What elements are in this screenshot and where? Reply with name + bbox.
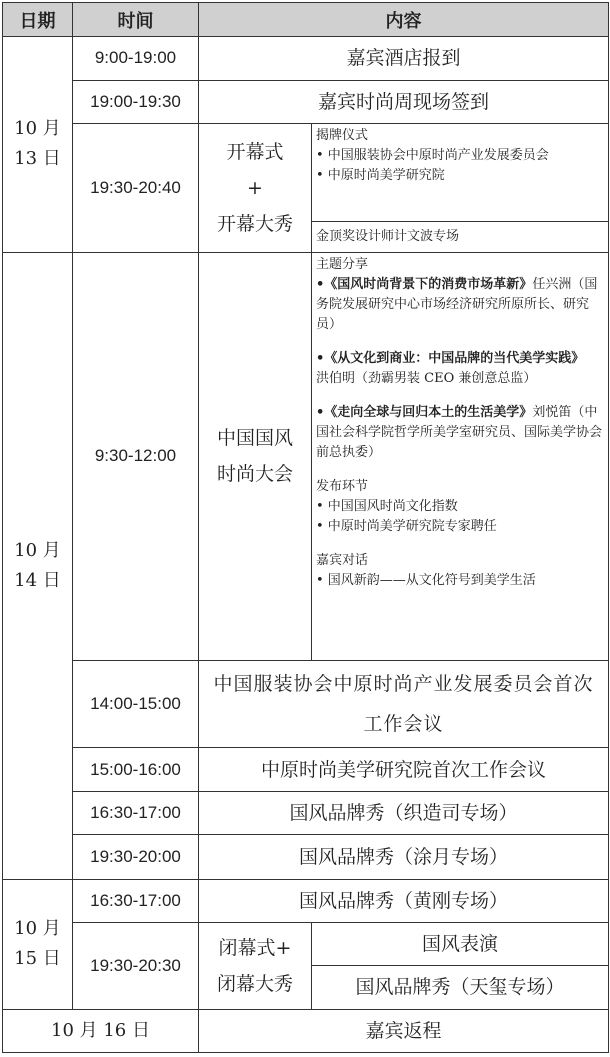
table-row [3,923,609,966]
header-date: 日期 [3,3,73,37]
closing-label-line: 闭幕大秀 [216,972,293,995]
date-cell [3,37,73,252]
date-day: 14 日 [14,569,61,591]
date-cell: 10 月 16 日 [3,1009,199,1052]
table-row [3,747,609,791]
header-row [3,3,609,37]
time-cell: 15:00-16:00 [73,747,199,791]
date-month: 10 月 [14,539,61,561]
date-cell [3,879,73,1009]
time-cell: 19:00-19:30 [73,80,199,123]
content-cell: 嘉宾返程 [199,1009,609,1052]
talk-item [316,403,604,463]
content-cell: 国风品牌秀（涂月专场） [199,835,609,879]
conference-detail [312,252,609,661]
table-row [3,80,609,123]
conference-label [199,252,312,661]
date-month: 10 月 [14,118,61,140]
time-cell: 9:30-12:00 [73,252,199,661]
opening-label-line: 开幕式 [226,140,284,163]
closing-label-line: 闭幕式+ [218,936,292,959]
release-item: • 中原时尚美学研究院专家聘任 [316,518,497,534]
content-cell: 中原时尚美学研究院首次工作会议 [199,747,609,791]
detail-item: • 中国服装协会中原时尚产业发展委员会 [316,147,549,163]
table-row [3,1009,609,1052]
content-cell: 国风品牌秀（织造司专场） [199,792,609,835]
talk-speaker: 洪伯明（劲霸男装 CEO 兼创意总监） [316,370,537,386]
release-item: • 中国国风时尚文化指数 [316,498,458,514]
content-cell: 国风品牌秀（天玺专场） [312,966,609,1009]
header-content: 内容 [199,3,609,37]
opening-label-plus: + [247,176,263,199]
time-cell: 9:00-19:00 [73,37,199,80]
date-month: 10 月 [14,918,61,940]
detail-title: 揭牌仪式 [316,127,369,143]
content-cell: 国风表演 [312,923,609,966]
date-day: 15 日 [14,948,61,970]
dialogue-item: • 国风新韵——从文化符号到美学生活 [316,572,536,588]
content-cell: 国风品牌秀（黄刚专场） [199,879,609,922]
opening-label-line: 开幕大秀 [216,212,293,235]
content-cell: 中国服装协会中原时尚产业发展委员会首次工作会议 [199,661,609,748]
talk-item [316,275,604,335]
table-row [3,792,609,835]
talk-speaker: 任兴洲（国务院发展研究中心市场经济研究所原所长、研究员） [316,276,598,332]
section-title: 发布环节 [316,478,369,494]
table-row [3,252,609,661]
closing-label [199,923,312,1010]
section-title: 嘉宾对话 [316,552,369,568]
date-day: 13 日 [14,148,61,170]
opening-label [199,123,312,252]
detail-item: • 中原时尚美学研究院 [316,167,445,183]
time-cell: 14:00-15:00 [73,661,199,748]
section-title: 主题分享 [316,256,369,272]
header-time: 时间 [73,3,199,37]
talk-title: •《国风时尚背景下的消费市场革新》 [316,276,533,292]
content-cell: 嘉宾时尚周现场签到 [199,80,609,123]
talk-title: •《走向全球与回归本土的生活美学》 [316,404,533,420]
talk-title: •《从文化到商业：中国品牌的当代美学实践》 [316,350,585,366]
content-cell: 嘉宾酒店报到 [199,37,609,80]
schedule-table [2,2,609,1053]
time-cell: 19:30-20:30 [73,923,199,1010]
talk-speaker: 刘悦笛（中国社会科学院哲学所美学室研究员、国际美学协会前总执委） [316,404,603,460]
unveiling-detail [312,123,609,222]
show-detail: 金顶奖设计师计文波专场 [312,222,609,252]
time-cell: 16:30-17:00 [73,879,199,922]
time-cell: 19:30-20:40 [73,123,199,252]
time-cell: 19:30-20:00 [73,835,199,879]
table-row [3,835,609,879]
table-row [3,123,609,222]
table-row [3,661,609,748]
table-row [3,879,609,922]
conference-label-line: 时尚大会 [216,463,293,486]
date-cell [3,252,73,879]
time-cell: 16:30-17:00 [73,792,199,835]
conference-label-line: 中国国风 [216,427,293,450]
table-row [3,37,609,80]
